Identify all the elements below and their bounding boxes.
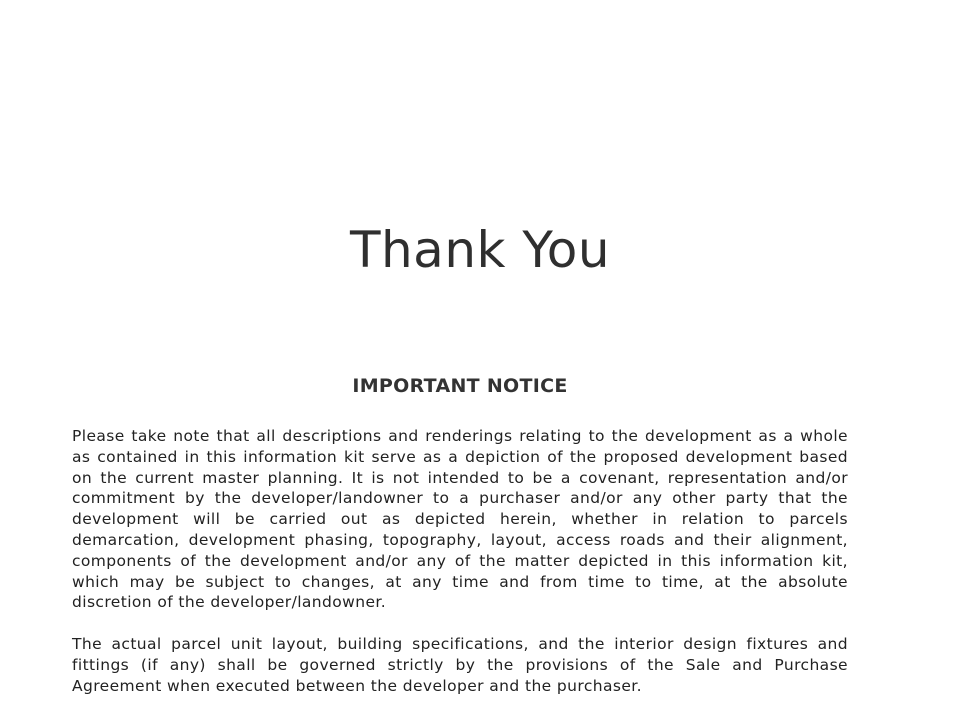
- important-notice-heading: IMPORTANT NOTICE: [352, 375, 568, 397]
- notice-paragraph: The actual parcel unit layout, building specifications, and the interior design fixtures and fittings (if any) shall be governed strictly by the provisions of the Sale and Purchase Agreement when executed between the developer and the purchaser.: [72, 635, 848, 695]
- page-title: Thank You: [349, 221, 611, 279]
- notice-body: [72, 426, 848, 697]
- notice-paragraph: Please take note that all descriptions and renderings relating to the development as a whole as contained in this information kit serve as a depiction of the proposed development based on the current master planning. It is not intended to be a covenant, representation and/or commitment by the developer/landowner to a purchaser and/or any other party that the development will be carried out as depicted herein, whether in relation to parcels demarcation, development phasing, topography, layout, access roads and their alignment, components of the development and/or any of the matter depicted in this information kit, which may be subject to changes, at any time and from time to time, at the absolute discretion of the developer/landowner.: [72, 427, 848, 612]
